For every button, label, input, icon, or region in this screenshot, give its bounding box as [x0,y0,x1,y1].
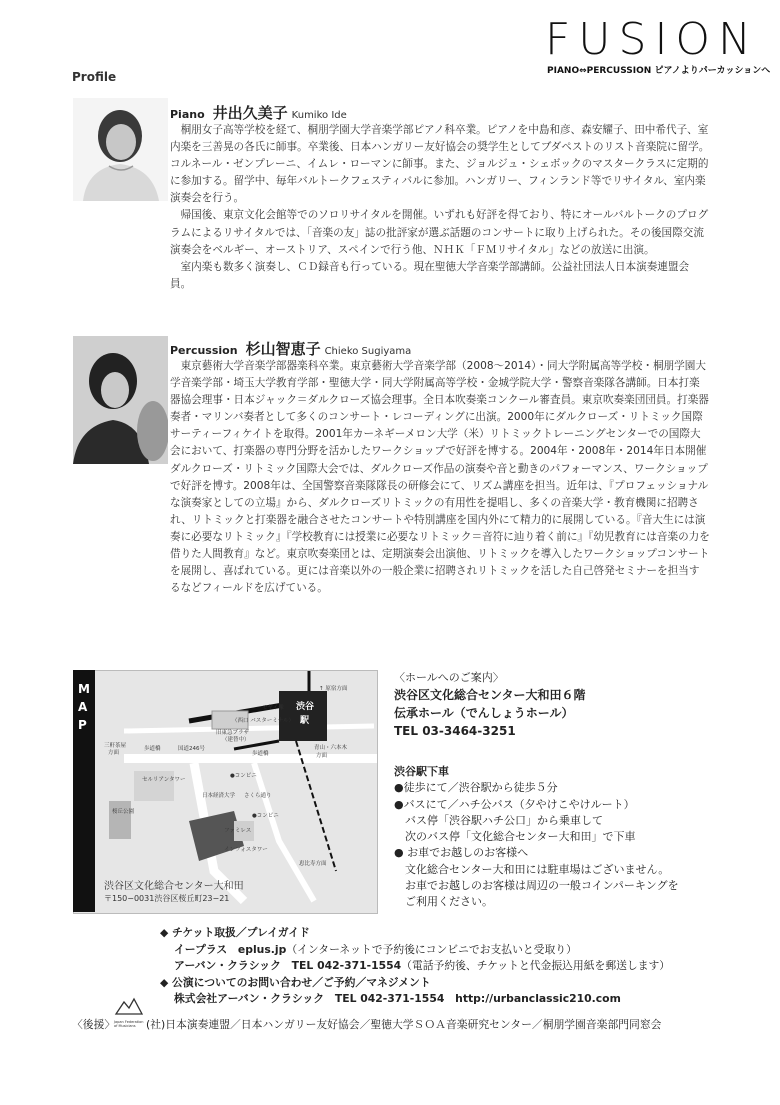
pianist-bio [170,122,710,293]
venue-hall: 伝承ホール（でんしょうホール） [394,706,574,721]
map-label-aoyama-dir: 方面 [316,753,328,759]
map-label-combini: ●コンビニ [230,773,257,779]
map-label-tokyu-sub: （建替中） [222,737,250,743]
map-label-nishiguchi: （西口 バスターミナル） [232,718,294,724]
urban-name: アーバン・クラシック TEL 042-371-1554 [174,959,402,972]
pianist-bio-paragraph: 室内楽も数多く演奏し、ＣＤ録音も行っている。現在聖徳大学音楽学部講師。公益社団法人日本演奏連盟会員。 [170,260,690,290]
federation-logo-text: Japan Federation of Musicians [114,1020,144,1028]
map-label-building: 渋谷区文化総合センター大和田 [104,881,244,892]
venue-tel: TEL 03-3464-3251 [394,724,516,739]
pianist-bio-paragraph: 帰国後、東京文化会館等でのソロリサイタルを開催。いずれも好評を得ており、特にオールバルトークのプログラムによるリサイタルでは、「音楽の友」誌の批評家が選ぶ話題のコンサートに取り上げられた。その後国際交流演奏会をベルギー、オーストリア、スペインで行う他、ＮＨＫ「ＦＭリサイタル」などの放送に出演。 [170,209,709,256]
map-label-moyai: モヤイ像 [262,705,284,711]
eplus-name: イープラス eplus.jp [174,942,287,956]
percussionist-bio-paragraph: 東京藝術大学音楽学部器楽科卒業。東京藝術大学音楽学部（2008～2014）・同大学附属高等学校・桐朋学園大学音楽学部・埼玉大学教育学部・聖徳大学・同大学附属高等学校・金城学院大学・警察音楽隊各講師。日本打楽器協会理事・日本ジャック＝ダルクローズ協会理事。全日本吹奏楽コンクール審査員。東京吹奏楽団団員。打楽器奏者・マリンバ奏者として多くのコンサート・レコーディングに出演。2000年にダルクローズ・リトミック国際サーティーフィケイトを取得。2001年カーネギーメロン大学（米）リトミックトレーニングセンターでの国際大会において、打楽器の専門分野を活かしたワークショップで好評を博する。2004年・2008年・2014年日本開催ダルクローズ・リトミック国際大会では、ダルクローズ作品の演奏や音と動きのパフォーマンス、ワークショップで好評を博す。2008年は、全国警察音楽隊隊長の研修会にて、リズム講座を担当。近年は、『プロフェッショナルな演奏家としての立場』から、ダルクローズリトミックの有用性を提唱し、多くの音楽大学・教育機関に招聘され、リトミックと打楽器を融合させたコンサートや特別講座を国内外にて精力的に展開している。『音大生には演奏に必要なリトミック』『学校教育には授業に必要なリトミック＝音符に辿り着く前に』『幼児教育には音楽の力を借りた人間教育』など。東京吹奏楽団とは、定期演奏会出演他、リトミックを導入したワークショップコンサートを展開し、喜ばれている。更には音楽以外の一般企業に招聘されリトミックを活した自己啓発セミナーを担当するなどフィールドを広げている。 [170,360,710,595]
venue-heading: 〈ホールへのご案内〉 [394,671,504,684]
map-label-park: 桜丘公園 [112,809,135,815]
sponsor-label: 〈後援〉 [72,1018,116,1031]
map-label-route246: 国道246号 [178,746,205,752]
venue-map [73,670,378,914]
map-label-station: 渋谷 [296,702,315,712]
venue-name: 渋谷区文化総合センター大和田６階 [394,688,586,703]
map-label-ebisu: 恵比寿方面 [299,861,327,867]
percussionist-role: Percussion [170,344,238,357]
pianist-bio-paragraph: 桐朋女子高等学校を経て、桐朋学園大学音楽学部ピアノ科卒業。ピアノを中島和彦、森安耀子、田中希代子、室内楽を三善晃の各氏に師事。卒業後、日本ハンガリー友好協会の奨学生としてブダペストのリスト音楽院に留学。コルネール・ゼンプレーニ、イムレ・ローマンに師事。また、ジョルジュ・シェボックのマスタークラスに定期的に参加する。留学中、毎年バルトークフェスティバルに参加。ハンガリー、フィンランド等でリサイタル、室内楽演奏会を行う。 [170,124,710,205]
access-line: バス停「渋谷駅ハチ公口」から乗車して [394,813,603,827]
map-label-harajuku: ↑ 原宿方面 [319,686,348,692]
map-side-letter: A [78,700,88,714]
eplus-note: （インターネットで予約後にコンビニでお支払いと受取り） [286,942,577,956]
map-label-combini-2: ●コンビニ [252,813,279,819]
map-label-station-2: 駅 [300,716,310,726]
map-label-family: ファミレス [224,828,252,834]
venue-info [394,670,586,740]
map-label-footbridge2: 歩道橋 [252,751,269,757]
percussionist-name-ja: 杉山智恵子 [245,340,321,358]
map-label-footbridge: 歩道橋 [144,746,161,752]
map-label-cerulean: セルリアンタワー [142,777,186,783]
access-info [394,764,679,911]
map-label-infos: インフォスタワー [224,847,268,853]
percussionist-photo [73,336,168,464]
map-side-letter: M [78,682,90,696]
brand-title: FUSION [545,14,759,65]
pianist-header [170,102,347,123]
brand-subtitle: PIANO⇔PERCUSSION ピアノよりパーカッションへ [547,66,771,76]
federation-logo [114,996,144,1032]
map-side-letter: P [78,718,87,732]
ticket-heading: ◆ チケット取扱／プレイガイド [160,926,310,939]
map-label-sakura: さくら通り [244,793,272,799]
pianist-name-en: Kumiko Ide [291,110,347,121]
company-contact: 株式会社アーバン・クラシック TEL 042-371-1554 http://urbanclassic210.com [174,992,621,1005]
access-line: ●徒歩にて／渋谷駅から徒歩５分 [394,781,558,795]
access-line: ご利用ください。 [394,895,493,909]
percussionist-header [170,338,411,359]
pianist-photo [73,98,168,201]
pianist-role: Piano [170,108,205,121]
contact-heading: ◆ 公演についてのお問い合わせ／ご予約／マネジメント [160,975,431,989]
map-label-aoyama: 青山・六本木 [314,745,348,751]
sponsor-list: (社)日本演奏連盟／日本ハンガリー友好協会／聖徳大学ＳＯＡ音楽研究センター／桐朋学園音楽部門同窓会 [146,1018,662,1031]
percussionist-name-en: Chieko Sugiyama [324,346,412,357]
map-label-university: 日本経済大学 [202,793,236,799]
pianist-name-ja: 井出久美子 [212,104,288,122]
access-line: ● お車でお越しのお客様へ [394,846,529,860]
access-line: お車でお越しのお客様は周辺の一般コインパーキングを [394,879,679,893]
urban-note: （電話予約後、チケットと代金振込用紙を郵送します） [401,959,671,972]
access-heading: 渋谷駅下車 [394,765,449,778]
access-line: 次のバス停「文化総合センター大和田」で下車 [394,830,636,844]
percussionist-bio [170,358,710,597]
map-label-address: 〒150−0031渋谷区桜丘町23−21 [104,894,230,903]
map-side-bar [73,670,95,912]
map-label-sangenjaya: 三軒茶屋 [104,743,127,749]
profile-heading: Profile [72,70,117,84]
ticket-info [160,925,670,1008]
access-line: 文化総合センター大和田には駐車場はございません。 [394,862,670,876]
map-label-tokyu: 旧東急プラザ [216,730,250,736]
map-label-sangenjaya-dir: 方面 [108,750,120,756]
access-line: ●バスにて／ハチ公バス（夕やけこやけルート） [394,797,635,811]
